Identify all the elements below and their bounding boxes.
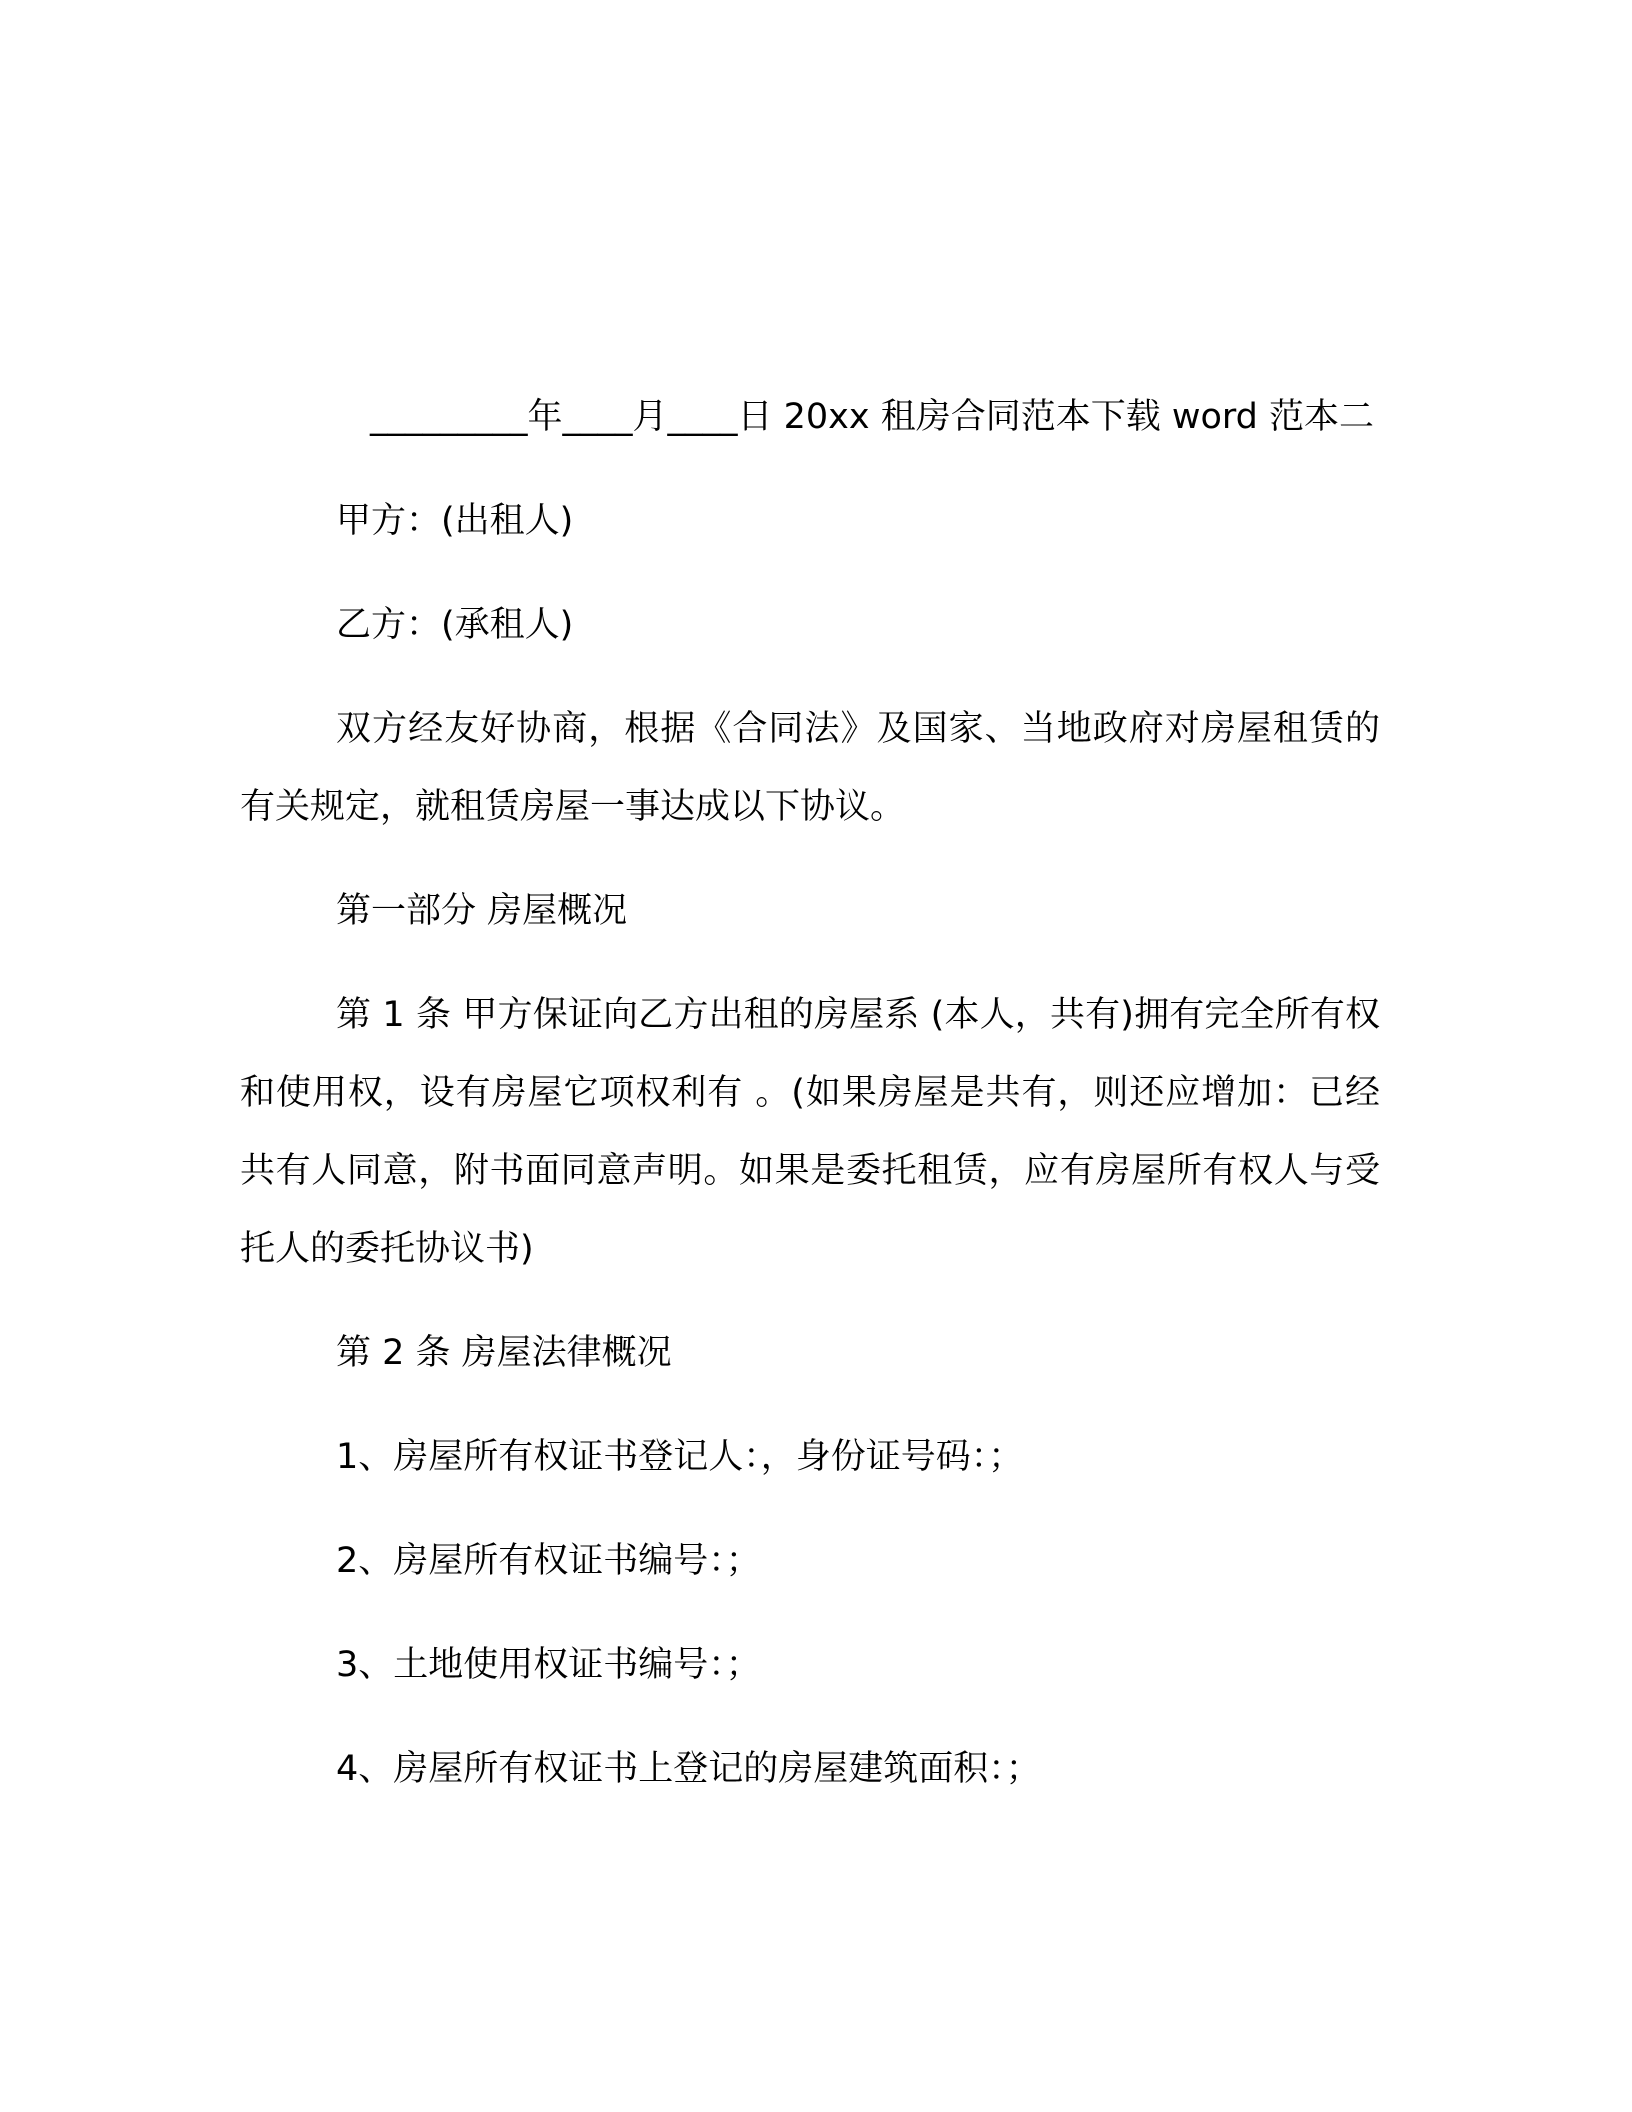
article-2-heading: 第 2 条 房屋法律概况	[336, 1333, 672, 1373]
document-body	[240, 378, 1380, 1834]
list-item: 3、土地使用权证书编号：；	[336, 1645, 761, 1685]
part-one-heading: 第一部分 房屋概况	[336, 891, 628, 931]
list-item: 2、房屋所有权证书编号：；	[336, 1541, 761, 1581]
document-title: _________年____月____日 20xx 租房合同范本下载 word 范本二	[370, 397, 1374, 437]
intro-paragraph: 双方经友好协商，根据《合同法》及国家、当地政府对房屋租赁的有关规定，就租赁房屋一事达成以下协议。	[240, 709, 1380, 827]
party-a: 甲方：(出租人)	[336, 501, 574, 541]
list-item: 1、房屋所有权证书登记人：，身份证号码：；	[336, 1437, 1024, 1477]
party-b: 乙方：(承租人)	[336, 605, 574, 645]
article-1: 第 1 条 甲方保证向乙方出租的房屋系 (本人，共有)拥有完全所有权和使用权，设有房屋它项权利有 。(如果房屋是共有，则还应增加：已经共有人同意，附书面同意声明。如果是委托租赁，应有房屋所有权人与受托人的委托协议书)	[240, 995, 1380, 1269]
list-item: 4、房屋所有权证书上登记的房屋建筑面积：；	[336, 1749, 1041, 1789]
